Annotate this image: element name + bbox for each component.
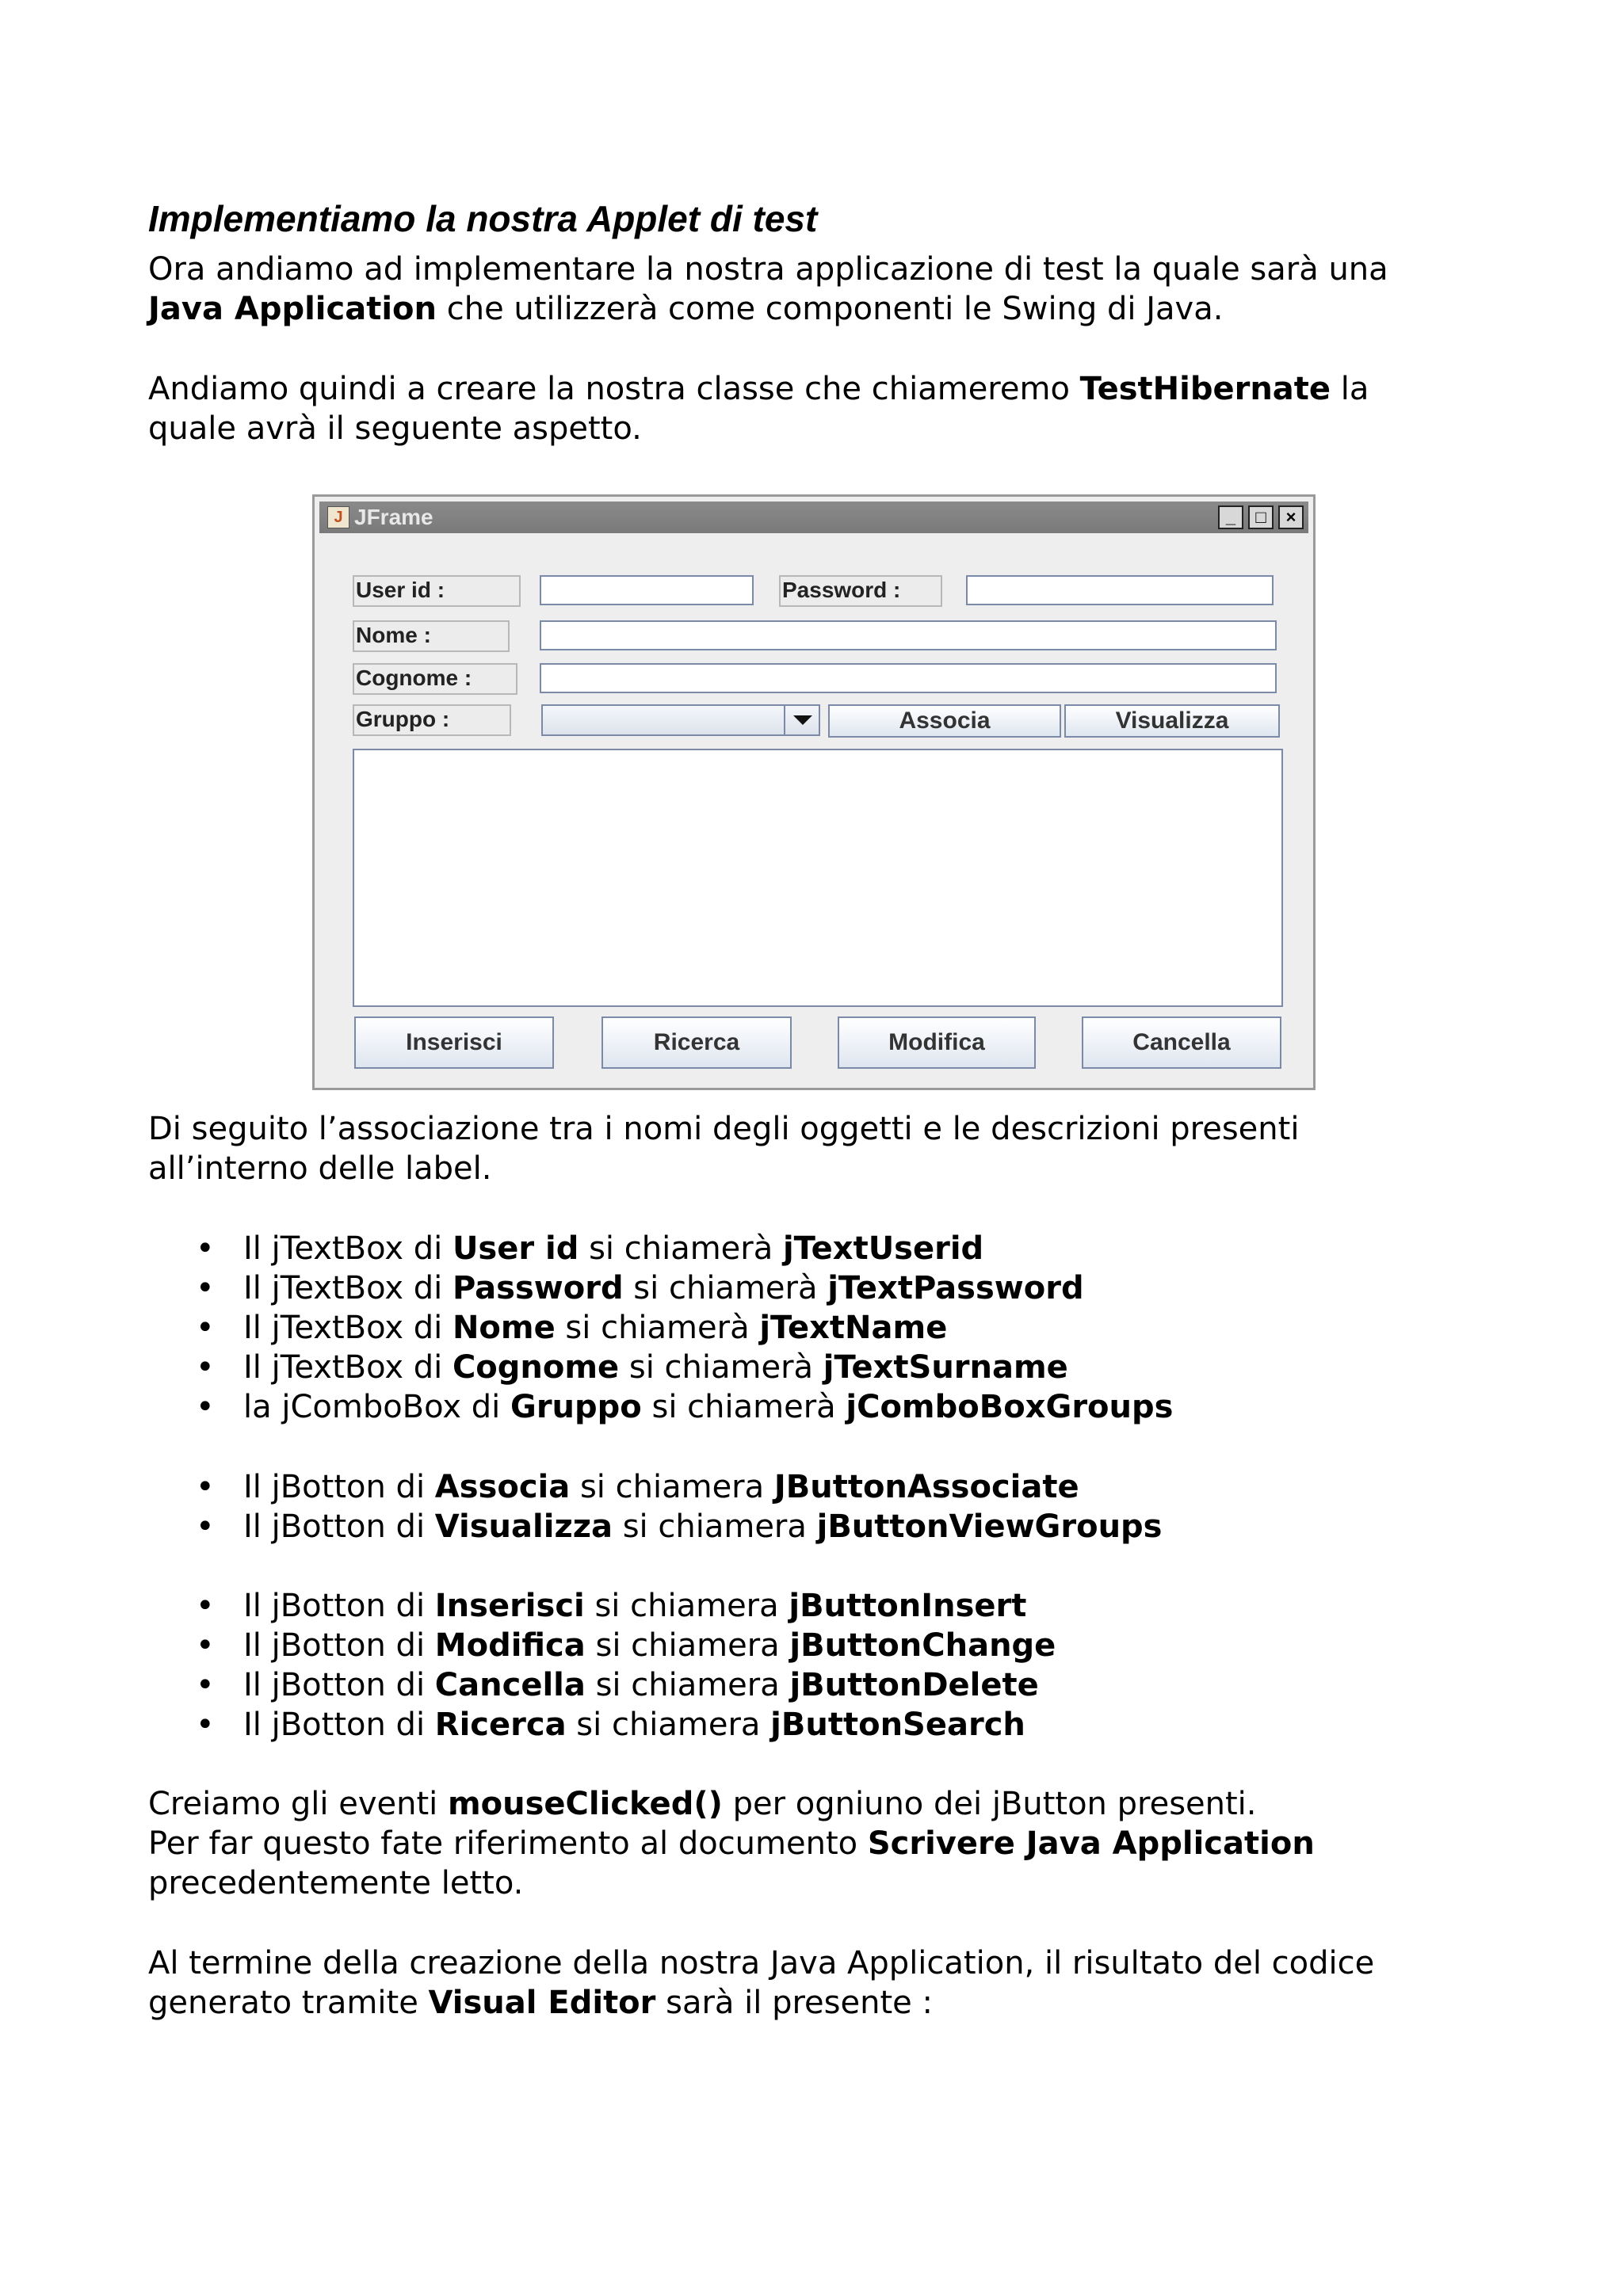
associa-button[interactable]: Associa [828,704,1061,738]
java-cup-icon: J [327,506,349,528]
list-item [148,1665,1056,1705]
item-middle: si chiamera [585,1667,790,1703]
ricerca-button[interactable]: Ricerca [601,1016,792,1069]
jframe-titlebar[interactable] [319,502,1308,533]
item-middle: si chiamera [585,1627,790,1664]
para5-line-2 [148,1983,933,2023]
para4-text: Creiamo gli eventi [148,1786,448,1822]
intro-line-1 [148,250,1388,289]
visual-editor-bold: Visual Editor [428,1985,656,2021]
para5-text-2: generato tramite [148,1985,429,2021]
textbox-mapping-list [148,1229,1173,1427]
item-identifier: jTextSurname [823,1349,1068,1386]
item-prefix: Il jBotton di [243,1627,435,1664]
item-prefix: Il jBotton di [243,1707,435,1743]
group-button-mapping-list [148,1467,1163,1547]
item-identifier: jTextName [759,1310,948,1346]
item-identifier: jComboBoxGroups [846,1389,1174,1425]
cancella-button[interactable]: Cancella [1082,1016,1281,1069]
item-middle: si chiamera [566,1707,771,1743]
item-middle: si chiamerà [623,1270,828,1306]
item-label: Associa [434,1469,571,1505]
list-item [148,1467,1163,1507]
close-button[interactable]: × [1278,505,1304,529]
para4-line-3 [148,1863,523,1903]
item-label: Ricerca [434,1707,567,1743]
minimize-button[interactable]: _ [1218,505,1243,529]
item-prefix: Il jBotton di [243,1469,435,1505]
list-item [148,1626,1056,1665]
item-label: Cancella [434,1667,586,1703]
item-identifier: jButtonInsert [789,1588,1027,1624]
cognome-field[interactable] [540,663,1277,693]
item-middle: si chiamera [613,1508,817,1545]
nome-field[interactable] [540,620,1277,650]
para5-line-1 [148,1943,1374,1983]
list-item [148,1387,1173,1427]
item-label: Cognome [452,1349,620,1386]
action-button-mapping-list [148,1586,1056,1745]
list-item [148,1268,1173,1308]
item-prefix: Il jTextBox di [243,1310,453,1346]
para5-text: Al termine della creazione della nostra Java Application, il risultato del codice [148,1945,1375,1981]
intro-text-2: che utilizzerà come componenti le Swing di Java. [437,291,1224,327]
item-identifier: jButtonDelete [789,1667,1039,1703]
para4-text-2: Per far questo fate riferimento al documento [148,1825,868,1862]
para2-text-end: la [1331,371,1369,407]
para4-line-2 [148,1824,1315,1863]
para5-text-end: sarà il presente : [655,1985,933,2021]
list-item [148,1586,1056,1626]
item-label: Visualizza [434,1508,613,1545]
item-prefix: Il jTextBox di [243,1270,453,1306]
mouseclicked-bold: mouseClicked() [447,1786,723,1822]
para4-line-1 [148,1784,1257,1824]
inserisci-button[interactable]: Inserisci [354,1016,554,1069]
item-prefix: Il jTextBox di [243,1230,453,1267]
item-identifier: jTextPassword [827,1270,1084,1306]
para3-line-2 [148,1149,492,1188]
userid-label: User id : [353,575,521,607]
para2-line-2 [148,409,642,448]
item-label: Modifica [434,1627,586,1664]
chevron-down-icon[interactable] [784,706,819,734]
userid-field[interactable] [540,575,754,605]
item-prefix: Il jBotton di [243,1508,435,1545]
item-prefix: la jComboBox di [243,1389,510,1425]
jframe-title: JFrame [354,505,433,529]
jframe-window [312,494,1316,1090]
list-item [148,1705,1056,1745]
item-identifier: jTextUserid [782,1230,984,1267]
item-prefix: Il jTextBox di [243,1349,453,1386]
item-middle: si chiamerà [579,1230,783,1267]
list-item [148,1308,1173,1348]
para3-text-2: all’interno delle label. [148,1150,492,1187]
para3-text: Di seguito l’associazione tra i nomi degli oggetti e le descrizioni presenti [148,1111,1300,1147]
item-label: Password [452,1270,624,1306]
results-text-area[interactable] [353,749,1283,1007]
item-middle: si chiamera [570,1469,774,1505]
item-label: User id [452,1230,579,1267]
para4-text-end: per ogniuno dei jButton presenti. [722,1786,1257,1822]
para2-line-1 [148,369,1369,409]
list-item [148,1229,1173,1268]
modifica-button[interactable]: Modifica [838,1016,1036,1069]
java-application-bold: Java Application [148,291,437,327]
nome-label: Nome : [353,620,510,652]
item-middle: si chiamera [584,1588,789,1624]
cognome-label: Cognome : [353,663,517,695]
para2-text: Andiamo quindi a creare la nostra classe che chiameremo [148,371,1080,407]
gruppo-combobox[interactable] [541,704,820,736]
password-label: Password : [779,575,942,607]
scrivere-java-application-bold: Scrivere Java Application [867,1825,1315,1862]
gruppo-label: Gruppo : [353,704,511,736]
maximize-button[interactable]: □ [1248,505,1274,529]
password-field[interactable] [966,575,1274,605]
item-label: Nome [452,1310,556,1346]
intro-text: Ora andiamo ad implementare la nostra applicazione di test la quale sarà una [148,251,1388,288]
item-middle: si chiamerà [619,1349,823,1386]
section-heading: Implementiamo la nostra Applet di test [148,198,818,239]
list-item [148,1507,1163,1547]
para3-line-1 [148,1109,1299,1149]
item-middle: si chiamerà [555,1310,760,1346]
intro-line-2 [148,289,1223,329]
para4-text-3: precedentemente letto. [148,1865,524,1901]
item-label: Inserisci [434,1588,585,1624]
para2-text-2: quale avrà il seguente aspetto. [148,410,642,447]
testhibernate-bold: TestHibernate [1079,371,1331,407]
item-identifier: jButtonChange [789,1627,1056,1664]
list-item [148,1348,1173,1387]
item-label: Gruppo [510,1389,642,1425]
item-prefix: Il jBotton di [243,1667,435,1703]
visualizza-button[interactable]: Visualizza [1064,704,1280,738]
item-identifier: JButtonAssociate [773,1469,1079,1505]
item-identifier: jButtonViewGroups [816,1508,1163,1545]
item-identifier: jButtonSearch [770,1707,1025,1743]
item-prefix: Il jBotton di [243,1588,435,1624]
item-middle: si chiamerà [641,1389,846,1425]
